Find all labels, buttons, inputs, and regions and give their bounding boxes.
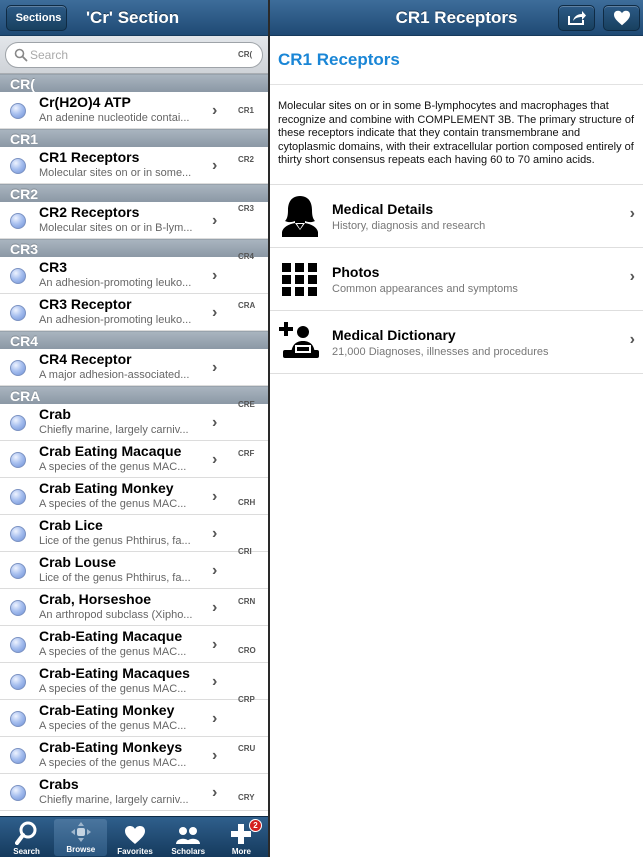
list-item[interactable] <box>0 774 268 811</box>
menu-title: Medical Details <box>332 201 434 217</box>
list-item[interactable] <box>0 202 268 239</box>
chevron-right-icon: › <box>212 636 218 653</box>
chevron-right-icon: › <box>212 599 218 616</box>
list-item[interactable] <box>0 626 268 663</box>
bullet-orb-icon <box>10 489 26 505</box>
list-item[interactable] <box>0 441 268 478</box>
bullet-orb-icon <box>10 674 26 690</box>
heart-icon <box>124 825 146 845</box>
menu-title: Photos <box>332 264 380 280</box>
bullet-orb-icon <box>10 415 26 431</box>
index-letter[interactable]: CRO <box>238 646 256 655</box>
list-item-title: CR2 Receptors <box>39 204 140 220</box>
index-letter[interactable]: CRE <box>238 400 255 409</box>
tab-label: Search <box>13 847 40 856</box>
list-item-subtitle: Chiefly marine, largely carniv... <box>39 424 189 436</box>
grid-icon <box>279 257 321 301</box>
list-item-subtitle: Molecular sites on or in B-lym... <box>39 222 193 234</box>
detail-pane <box>270 0 643 857</box>
list-item-title: Crab, Horseshoe <box>39 591 152 607</box>
section-header: CR4 <box>0 331 268 349</box>
notification-badge: 2 <box>249 819 262 832</box>
menu-medical-dictionary[interactable] <box>270 310 643 373</box>
chevron-right-icon: › <box>212 747 218 764</box>
menu-subtitle: History, diagnosis and research <box>332 220 486 232</box>
list-item[interactable] <box>0 515 268 552</box>
menu-subtitle: Common appearances and symptoms <box>332 283 518 295</box>
chevron-right-icon: › <box>212 451 218 468</box>
search-input[interactable] <box>30 46 230 64</box>
search-field[interactable] <box>5 42 263 68</box>
bullet-orb-icon <box>10 748 26 764</box>
list-item-subtitle: Chiefly marine, largely carniv... <box>39 794 189 806</box>
section-header: CRA <box>0 386 268 404</box>
index-letter[interactable]: CR( <box>238 50 253 59</box>
index-letter[interactable]: CR3 <box>238 204 255 213</box>
list-item-title: Crab-Eating Monkey <box>39 702 175 718</box>
list-item-title: Crab-Eating Monkeys <box>39 739 183 755</box>
tab-scholars[interactable] <box>162 817 215 857</box>
bullet-orb-icon <box>10 268 26 284</box>
list-item[interactable] <box>0 663 268 700</box>
list-item[interactable] <box>0 404 268 441</box>
bullet-orb-icon <box>10 711 26 727</box>
scholars-icon <box>175 825 201 845</box>
bullet-orb-icon <box>10 360 26 376</box>
index-letter[interactable]: CR4 <box>238 252 255 261</box>
share-icon <box>567 10 587 26</box>
index-letter[interactable]: CRP <box>238 695 255 704</box>
tab-more[interactable] <box>215 817 268 857</box>
index-letter[interactable]: CR2 <box>238 155 255 164</box>
list-item-title: CR1 Receptors <box>39 149 140 165</box>
index-letter[interactable]: CR1 <box>238 106 255 115</box>
heart-icon <box>613 10 631 26</box>
index-letter[interactable]: CRU <box>238 744 256 753</box>
chevron-right-icon: › <box>212 212 218 229</box>
right-nav-title: CR1 Receptors <box>395 8 518 27</box>
list-item-title: Crab Eating Monkey <box>39 480 174 496</box>
list-item-title: CR3 <box>39 259 68 275</box>
list-item-title: CR4 Receptor <box>39 351 132 367</box>
chevron-right-icon: › <box>212 562 218 579</box>
list-item[interactable] <box>0 294 268 331</box>
chevron-right-icon: › <box>629 268 635 285</box>
section-header: CR( <box>0 74 268 92</box>
list-item[interactable] <box>0 552 268 589</box>
list-item-title: Crab <box>39 406 71 422</box>
index-letter[interactable]: CRY <box>238 793 255 802</box>
bullet-orb-icon <box>10 452 26 468</box>
list-item[interactable] <box>0 737 268 774</box>
index-letter[interactable]: CRF <box>238 449 255 458</box>
master-pane <box>0 0 268 857</box>
share-button[interactable] <box>558 5 595 31</box>
bullet-orb-icon <box>10 158 26 174</box>
section-header: CR2 <box>0 184 268 202</box>
menu-bottom-rule <box>270 373 643 374</box>
index-letter[interactable]: CRA <box>238 301 256 310</box>
tab-browse[interactable] <box>54 819 107 856</box>
index-letter[interactable]: CRI <box>238 547 252 556</box>
list-item-subtitle: An adhesion-promoting leuko... <box>39 277 192 289</box>
right-navbar <box>270 0 643 36</box>
menu-subtitle: 21,000 Diagnoses, illnesses and procedures <box>332 346 549 358</box>
tab-label: Favorites <box>117 847 153 856</box>
menu-title: Medical Dictionary <box>332 327 456 343</box>
chevron-right-icon: › <box>212 102 218 119</box>
list-item-title: Crab-Eating Macaques <box>39 665 190 681</box>
list-item-subtitle: A species of the genus MAC... <box>39 757 187 769</box>
tab-label: More <box>231 847 251 856</box>
patient-add-icon <box>279 320 321 364</box>
bullet-orb-icon <box>10 785 26 801</box>
bullet-orb-icon <box>10 563 26 579</box>
chevron-right-icon: › <box>212 267 218 284</box>
chevron-right-icon: › <box>212 710 218 727</box>
list-item[interactable] <box>0 147 268 184</box>
sections-back-button[interactable]: Sections <box>6 5 67 31</box>
menu-medical-details[interactable] <box>270 184 643 247</box>
chevron-right-icon: › <box>212 414 218 431</box>
list-item-subtitle: Molecular sites on or in some... <box>39 167 192 179</box>
entry-list <box>0 74 268 816</box>
tab-label: Scholars <box>171 847 206 856</box>
browse-icon <box>69 821 93 843</box>
detail-description: Molecular sites on or in some B-lymphocytes and macrophages that recognize and combine with COMPLEMENT 3B. The primary structure of these receptors indicate that they contain transmembrane and cytoplasmic domains, with their extracellular portion composed entirely of thirty short consensus repeats each having 60 to 70 amino acids. <box>278 100 635 166</box>
list-item-subtitle: A species of the genus MAC... <box>39 646 187 658</box>
title-divider <box>270 84 643 85</box>
tab-search[interactable] <box>0 817 53 857</box>
chevron-right-icon: › <box>212 304 218 321</box>
list-item-title: CR3 Receptor <box>39 296 132 312</box>
chevron-right-icon: › <box>212 157 218 174</box>
list-item-subtitle: A species of the genus MAC... <box>39 720 187 732</box>
list-item-title: Crabs <box>39 776 79 792</box>
favorite-button[interactable] <box>603 5 640 31</box>
chevron-right-icon: › <box>212 784 218 801</box>
chevron-right-icon: › <box>629 331 635 348</box>
index-letter[interactable]: CRN <box>238 597 256 606</box>
list-item-title: Crab-Eating Macaque <box>39 628 183 644</box>
search-icon <box>15 821 39 845</box>
bullet-orb-icon <box>10 526 26 542</box>
tab-label: Browse <box>66 845 96 854</box>
section-header: CR3 <box>0 239 268 257</box>
chevron-right-icon: › <box>629 205 635 222</box>
left-navbar <box>0 0 268 36</box>
bullet-orb-icon <box>10 600 26 616</box>
list-item-title: Cr(H2O)4 ATP <box>39 94 131 110</box>
list-item[interactable] <box>0 589 268 626</box>
chevron-right-icon: › <box>212 359 218 376</box>
tab-bar <box>0 816 268 857</box>
chevron-right-icon: › <box>212 525 218 542</box>
list-item[interactable] <box>0 478 268 515</box>
left-nav-title: 'Cr' Section <box>86 8 180 27</box>
section-header: CR1 <box>0 129 268 147</box>
chevron-right-icon: › <box>212 673 218 690</box>
list-item[interactable] <box>0 349 268 386</box>
list-item-subtitle: Lice of the genus Phthirus, fa... <box>39 572 191 584</box>
doctor-icon <box>279 194 321 238</box>
list-item[interactable] <box>0 700 268 737</box>
menu-photos[interactable] <box>270 247 643 310</box>
tab-favorites[interactable] <box>108 817 161 857</box>
list-item-title: Crab Louse <box>39 554 117 570</box>
detail-title: CR1 Receptors <box>278 50 400 69</box>
list-item[interactable] <box>0 92 268 129</box>
list-item-title: Crab Eating Macaque <box>39 443 182 459</box>
list-item[interactable] <box>0 257 268 294</box>
search-icon <box>14 48 28 62</box>
index-letter[interactable]: CRH <box>238 498 256 507</box>
list-item-subtitle: An arthropod subclass (Xipho... <box>39 609 193 621</box>
bullet-orb-icon <box>10 103 26 119</box>
list-item-subtitle: An adhesion-promoting leuko... <box>39 314 192 326</box>
list-item-subtitle: A species of the genus MAC... <box>39 461 187 473</box>
bullet-orb-icon <box>10 637 26 653</box>
list-item-subtitle: An adenine nucleotide contai... <box>39 112 190 124</box>
list-item-subtitle: A species of the genus MAC... <box>39 498 187 510</box>
list-item-subtitle: A major adhesion-associated... <box>39 369 190 381</box>
bullet-orb-icon <box>10 305 26 321</box>
bullet-orb-icon <box>10 213 26 229</box>
list-item-subtitle: A species of the genus MAC... <box>39 683 187 695</box>
search-bar <box>0 36 268 74</box>
list-item-title: Crab Lice <box>39 517 103 533</box>
chevron-right-icon: › <box>212 488 218 505</box>
list-item-subtitle: Lice of the genus Phthirus, fa... <box>39 535 191 547</box>
